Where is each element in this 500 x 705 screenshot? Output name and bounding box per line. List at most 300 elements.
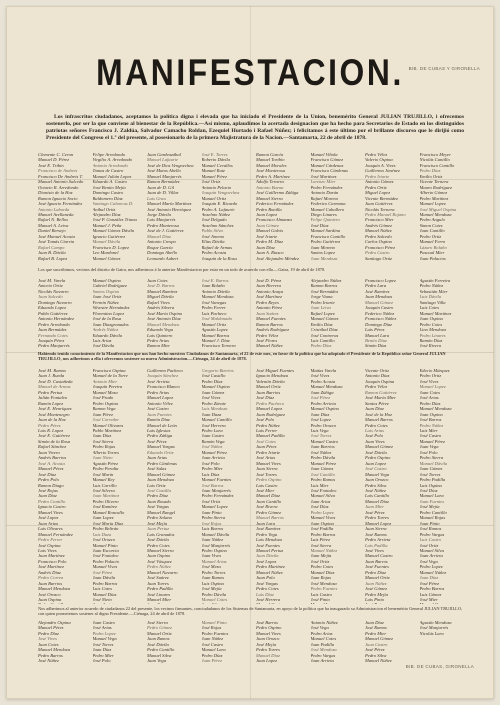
signatory-name: Pedro Lopez bbox=[419, 564, 443, 570]
signatory-name: José Matos Abello bbox=[147, 168, 181, 174]
signatory-name: Nicolás Navarro bbox=[38, 288, 69, 294]
signatory-name: Juan Castro bbox=[201, 433, 224, 439]
signatory-name: José Manjarrés bbox=[201, 542, 231, 548]
signatory-name: Manuel Lopez bbox=[147, 395, 174, 401]
signatory-name: Manuel Olivares bbox=[92, 422, 124, 428]
signatory-name: Pedro A. Martínez bbox=[256, 173, 290, 179]
signatory-name: Manuel Ortiz bbox=[201, 195, 227, 201]
signatory-name: Manuel Lara bbox=[201, 647, 226, 653]
signatory-name: Antonio Núñez bbox=[310, 620, 338, 625]
signatory-name: José Montenegro bbox=[38, 411, 70, 417]
signatory-name: Ramon Barros bbox=[256, 321, 283, 327]
signatory-name: Luis Díaz bbox=[256, 591, 274, 597]
signatory-name: Manuel Pertuz bbox=[256, 547, 284, 553]
signatory-name: Pedro Ortiz bbox=[419, 233, 442, 239]
signatory-name: Florentino Lopez bbox=[92, 310, 125, 316]
signature-column bbox=[147, 368, 200, 604]
signatory-name: Francisco D. Lopez bbox=[92, 244, 129, 250]
signatory-name: José Herrera bbox=[201, 422, 226, 428]
signatory-name: Cristóbal Díaz bbox=[310, 327, 338, 333]
signatory-name: Manuel Lara bbox=[365, 332, 390, 338]
signatory-name: Gabriel Rodríguez bbox=[92, 283, 127, 289]
signatory-name: Domingo Díaz bbox=[365, 321, 392, 327]
signatory-name: Gregorio Barrios bbox=[201, 368, 234, 373]
signatory-name: Pedro Palacio bbox=[92, 558, 119, 564]
signatory-name: Francisco Gómez bbox=[310, 157, 344, 163]
signatory-name: Rafael Lopez bbox=[310, 310, 335, 316]
signatory-name: Luis Castro bbox=[310, 591, 332, 597]
signatory-name: Joaquín Pérez bbox=[38, 337, 65, 343]
signatory-name: José Pérez bbox=[365, 509, 385, 515]
page-title: MANIFESTACION. bbox=[96, 52, 404, 93]
signatory-name: Julián Fontalvo bbox=[38, 395, 68, 401]
signatory-name: José María Díaz bbox=[92, 520, 124, 526]
signatory-name: José Fuentes bbox=[365, 564, 389, 570]
signatory-name: José Dávila bbox=[365, 449, 387, 455]
signatory-name: Pedro Cotes bbox=[256, 586, 279, 592]
signatory-name: Vicente Ternera bbox=[419, 179, 449, 185]
signatory-name: Agustín Ferreira bbox=[419, 278, 451, 283]
signatory-name: José Manuel Acosta bbox=[38, 233, 75, 239]
signatory-name: Manuel Ortiz bbox=[256, 384, 281, 390]
signatory-name: Luis Cantillo bbox=[310, 337, 335, 343]
signatory-name: Francisco Lopez bbox=[365, 278, 396, 283]
signatory-name: Francisco Pérez bbox=[365, 244, 396, 250]
signatory-name: José Ospina bbox=[38, 542, 61, 548]
signatory-name: Joaquín Ospina bbox=[365, 378, 395, 384]
signatory-name: Pedro Reyes bbox=[256, 299, 279, 305]
signatory-name: Pablo Silva bbox=[201, 228, 223, 234]
signatory-name: Francisco Almanza bbox=[256, 217, 292, 223]
signatory-name bbox=[38, 602, 91, 604]
signatory-name: Juan Mendoza bbox=[365, 294, 392, 300]
signatory-name: Juan Mier bbox=[365, 504, 385, 510]
signatory-name: Felipe Quintero bbox=[310, 217, 340, 223]
signatory-name: Juan de D. Villar bbox=[147, 190, 179, 196]
signatory-name: Pedro Barros bbox=[92, 580, 118, 586]
signatory-name: José Lopez bbox=[310, 417, 331, 423]
signatory-name: Manuel Castro bbox=[365, 553, 393, 559]
signatory-name: Federico Núñez bbox=[365, 310, 395, 316]
signatory-name: José de Dios Vengoechea bbox=[147, 162, 194, 168]
signatory-name: Alberto Torres bbox=[92, 449, 120, 455]
signatory-name: Ignacio Gutiérrez bbox=[92, 233, 126, 239]
signatory-name: Manuel Martínez bbox=[419, 310, 452, 316]
signatory-name: Manuel Pérez bbox=[201, 173, 227, 179]
signatory-name: Manuel Mier bbox=[147, 597, 172, 603]
signatory-name: Rafael de Armas bbox=[201, 244, 233, 250]
signatory-name: Pedro Correa bbox=[38, 575, 64, 581]
signatory-name: Manuel Sardina bbox=[310, 228, 341, 234]
signatory-name: José Suárez bbox=[147, 575, 169, 581]
signatory-name: Manuel Vargas bbox=[147, 444, 175, 450]
signatory-name: José Martínez bbox=[38, 564, 64, 570]
signatory-name: José Vásquez bbox=[147, 558, 172, 564]
signatory-name: Pedro Gómez bbox=[147, 625, 172, 631]
signatory-name: Joaquín Castro bbox=[365, 305, 394, 311]
signatory-name: José Miguel Ospina bbox=[419, 206, 457, 212]
signatory-name: José Mejía bbox=[147, 520, 168, 526]
signatory-name: José Vives bbox=[419, 378, 439, 384]
signatory-name: Pedro Rojas bbox=[92, 444, 116, 450]
signatory-name: Pedro Barros bbox=[310, 531, 336, 537]
signatory-name: Manuel Vega bbox=[365, 471, 390, 477]
signatory-name: Pedro Gutiérrez bbox=[310, 239, 341, 245]
signatory-name: Manuel Ferro bbox=[419, 239, 446, 245]
signatory-name: José Ortiz bbox=[201, 498, 221, 504]
signature-column bbox=[93, 368, 146, 604]
signatory-name: Juan Gutiérrez bbox=[365, 201, 393, 207]
signatory-name: Juan Núñez bbox=[201, 537, 224, 543]
signatory-name: Juan Pérez bbox=[92, 411, 113, 417]
signatory-name: Juan Moreno bbox=[310, 244, 335, 250]
signatory-name: José P. González Triana bbox=[92, 217, 137, 223]
signatory-name: Pedro Dávila bbox=[201, 591, 227, 597]
signatory-name: Juan Salcedo bbox=[38, 294, 63, 300]
signatory-name: José Ramos bbox=[365, 531, 387, 537]
signatory-name: Juan Ramos bbox=[201, 575, 225, 581]
signatory-name: Luis Castro bbox=[419, 537, 441, 543]
signatory-name: Ramón Lopez bbox=[38, 400, 64, 406]
signatory-name: Juan Ospino bbox=[147, 553, 171, 559]
signatory-name: Juan Castro bbox=[92, 620, 115, 625]
signatory-name: Manuel Rangel bbox=[147, 509, 176, 515]
signatory-name: Juan Ospina bbox=[38, 597, 62, 603]
signatory-name: José Torres bbox=[419, 471, 441, 477]
signatory-name: Manuel Cotes bbox=[310, 636, 337, 642]
signatory-name: Francisco Cantillo bbox=[419, 162, 455, 168]
signatory-name: José Pérez bbox=[310, 395, 331, 401]
signatory-name: Francisco Cárdenas bbox=[310, 168, 348, 174]
signature-column bbox=[420, 152, 473, 262]
signatory-name: Juan Barros bbox=[365, 558, 388, 564]
signatory-name: Pedro Vega bbox=[256, 531, 278, 537]
signatory-name: José Barros bbox=[419, 417, 442, 423]
signatory-name: José Herrera bbox=[256, 597, 281, 603]
signatory-name: Manuel Lopez bbox=[365, 520, 392, 526]
signatory-name: Andrés Silvera bbox=[147, 305, 175, 311]
signatory-name: José Arias bbox=[92, 625, 112, 631]
signatory-name: Pedro Ortiz bbox=[365, 184, 387, 190]
signatory-name: José Miguel Fuentes bbox=[256, 368, 295, 373]
signatory-name: Luis R. Lopez bbox=[38, 427, 64, 433]
signatory-name: Luis Ospina bbox=[201, 580, 224, 586]
signatory-name: José de J. Gutiérrez bbox=[147, 228, 184, 234]
signatory-name: Juan Vega bbox=[419, 444, 439, 450]
signatory-name: Lázaro Bolaño bbox=[419, 244, 447, 250]
signatory-name: José A. Acosta bbox=[38, 460, 65, 466]
signatory-name: Juan Díaz bbox=[310, 411, 330, 417]
signatory-name: Antonio Díaz bbox=[365, 373, 390, 379]
signatory-name: José Antonio Díaz bbox=[147, 316, 181, 322]
signatory-name: Pedro Arias bbox=[147, 389, 170, 395]
signatory-name: José Polo bbox=[92, 658, 111, 664]
signatory-name: Andrés Gómez bbox=[365, 222, 392, 228]
signatory-name: Alejandro Núñez bbox=[310, 278, 342, 283]
signatory-name: Juan Fuentes bbox=[147, 411, 172, 417]
signatory-name: Manuel Avellaneda bbox=[38, 211, 74, 217]
signatory-name: Juan Pertuz bbox=[147, 526, 170, 532]
signatory-name: Manuel Cantillo bbox=[201, 417, 232, 423]
signatory-name: José Rojas bbox=[201, 520, 222, 526]
signatory-name: Simon Cotes bbox=[419, 222, 443, 228]
signatory-name: Manuel Gómez bbox=[92, 255, 121, 261]
signatory-name: Luis Pérez bbox=[365, 327, 385, 333]
signatory-name: Joaquín E. Ricardo bbox=[201, 201, 238, 207]
signatory-name bbox=[202, 602, 255, 604]
signatory-name: Juan Mendoza bbox=[147, 477, 174, 483]
signatory-name: Rafael Vives bbox=[147, 299, 170, 305]
signatory-name: Juan Ospino bbox=[419, 411, 443, 417]
signatory-name: Juan Cotes bbox=[38, 641, 59, 647]
signatory-name: Manuel Gómez bbox=[365, 444, 393, 450]
signatory-name: Pedro Ospino bbox=[256, 477, 282, 483]
signature-column bbox=[147, 278, 200, 350]
signatory-name: José Vega bbox=[310, 625, 329, 631]
signatory-name: Pedro Mier bbox=[92, 652, 114, 658]
signatory-name: Juan Ariza bbox=[38, 520, 58, 526]
signatory-name: Juan Cantillo bbox=[419, 228, 445, 234]
signatory-name: Manuel Gómez bbox=[365, 636, 393, 642]
signatory-name: Manuel Manjarrés bbox=[147, 173, 182, 179]
signatory-name: Manuel Viñola bbox=[310, 152, 338, 157]
signatory-name: Sebastián Mier bbox=[419, 288, 448, 294]
signatory-name: Manuel Díaz bbox=[92, 591, 117, 597]
signatory-name: José Mejía bbox=[201, 586, 222, 592]
signatory-name: Juan A. Riasco bbox=[256, 250, 284, 256]
signatory-name: Manuel Ruiz bbox=[201, 168, 225, 174]
signatory-name: Luis Carrillo bbox=[92, 482, 117, 488]
signatory-name: Juan Lopez bbox=[256, 658, 278, 664]
signatory-name: Juan J. Rueda bbox=[38, 373, 65, 379]
signatory-name: Pedro Sierra bbox=[201, 515, 226, 521]
signatory-name: Lino Mendoza bbox=[419, 327, 446, 333]
signatory-name: Manuel Gómez bbox=[147, 471, 175, 477]
signature-column bbox=[38, 620, 91, 670]
signatory-name: Juan Escorcia bbox=[92, 547, 119, 553]
signatory-name: José Díaz bbox=[310, 504, 329, 510]
signature-column bbox=[202, 152, 255, 262]
signatory-name: José Rojas bbox=[38, 487, 58, 493]
signatory-name: José Jimeno bbox=[201, 233, 225, 239]
signatory-name: Juan Ospina bbox=[419, 316, 443, 322]
signatory-name: José Arrieta bbox=[147, 378, 170, 384]
signatory-name: Juan Suárez bbox=[256, 310, 279, 316]
signatory-name: José Monterosa bbox=[256, 168, 286, 174]
signatory-name: Manuel Núñez bbox=[256, 569, 283, 575]
signatory-name: Manuel Gómez bbox=[365, 299, 393, 305]
signatory-name: Juan Lopez bbox=[256, 211, 278, 217]
signatory-name: Ramón Díaz bbox=[419, 337, 443, 343]
signatory-name: Manuel Lafaurie bbox=[147, 157, 179, 163]
signatory-name: Luis Mendoza bbox=[256, 537, 282, 543]
signatory-name: Pedro Díaz bbox=[419, 400, 441, 406]
signatory-name: Simón de la Rosa bbox=[38, 438, 71, 444]
signatory-name: José Ramírez bbox=[365, 288, 390, 294]
signatory-name: Leonardo Aubert bbox=[147, 255, 179, 261]
signatory-name: Antonio Pelacio bbox=[201, 184, 232, 190]
signatory-name: Juan Arias bbox=[147, 455, 167, 461]
signatory-name: Agustín Mendoza bbox=[419, 620, 452, 625]
signatory-name: José María Ospino bbox=[147, 310, 183, 316]
signatory-name: José Lopez bbox=[256, 558, 277, 564]
signatory-name: José Núñez bbox=[38, 658, 59, 664]
signatory-name: Roberto Dávila bbox=[201, 157, 230, 163]
signatory-name: Manuel Barros bbox=[201, 332, 230, 338]
signatory-name: Silvestre Hernández bbox=[92, 305, 130, 311]
signatory-name: José Díaz bbox=[419, 487, 438, 493]
signatory-name: José Fuentes bbox=[256, 542, 280, 548]
signatory-name: José Mejía bbox=[419, 504, 440, 510]
signatory-name: José Vanegas bbox=[201, 299, 227, 305]
signatory-name: Francisco Núñez bbox=[365, 316, 397, 322]
signatory-name: José Orozco bbox=[38, 591, 61, 597]
signatory-name: José María Mier bbox=[365, 395, 396, 401]
signatory-name: José Maldonado bbox=[201, 316, 232, 322]
signatory-name: Juan Martínez bbox=[92, 493, 120, 499]
signatory-name: Rafael B. Lopez bbox=[38, 255, 68, 261]
signatory-name: Manuel Sierra bbox=[256, 195, 283, 201]
signatory-name: Juan Zúñiga bbox=[310, 389, 334, 395]
signatory-name: Pedro Arredondo bbox=[38, 321, 70, 327]
signatory-name: Juan Arrieta bbox=[419, 553, 443, 559]
signatory-name: Pedro Silva bbox=[365, 482, 387, 488]
signatory-name: Luis Ortiz bbox=[147, 482, 166, 488]
signatory-name: José Meza bbox=[201, 564, 221, 570]
signatory-name: Jorge Viana bbox=[310, 294, 333, 300]
signatory-name: Santiago Cabarcas D. bbox=[92, 201, 134, 207]
signatory-name: Manuel Núñez bbox=[365, 658, 392, 664]
signatory-name: Manuel Núñez bbox=[256, 343, 283, 349]
signatory-name: Pedro Núñez bbox=[419, 422, 444, 428]
signatory-name: Manuel Vives bbox=[310, 515, 336, 521]
signatory-name: Pedro Ortiz bbox=[419, 373, 442, 379]
signatory-name: Pedro Cantillo bbox=[38, 498, 66, 504]
signatory-name: José Vives bbox=[38, 636, 57, 642]
signatures-santamarta bbox=[38, 152, 472, 262]
signature-column bbox=[365, 620, 418, 670]
signatory-name: Juan Gómez bbox=[310, 466, 334, 472]
signatory-name: Luis Pérez bbox=[310, 537, 330, 543]
signatory-name: José Barros bbox=[256, 620, 278, 625]
signatory-name: Juan Vives bbox=[365, 438, 385, 444]
signatory-name: Pedro Zúñiga bbox=[147, 433, 173, 439]
signatory-name: José E. Henríquez bbox=[38, 406, 72, 412]
signatory-name: José D. Barros bbox=[147, 283, 175, 289]
signature-column bbox=[93, 152, 146, 262]
signatory-name: José Mendoza bbox=[310, 647, 337, 653]
signatory-name: José Dávila bbox=[147, 641, 169, 647]
signatory-name: Juan Rojas bbox=[310, 575, 332, 581]
signatory-name: Pedro Dávila bbox=[310, 455, 336, 461]
signature-column bbox=[420, 620, 473, 670]
signatory-name: Pedro Pertuz bbox=[38, 389, 63, 395]
signatory-name: José Alejandro Méndez bbox=[256, 255, 299, 261]
signatory-name: Luis Ferrer bbox=[256, 427, 278, 433]
signatory-name: Aníbal Ortiz bbox=[92, 206, 116, 212]
signatory-name: Adolfo Ternera bbox=[256, 179, 284, 185]
signatory-name: José Sierra bbox=[310, 542, 332, 548]
signatory-name: Juan Rosado bbox=[147, 498, 171, 504]
signatory-name: Fermín Núñez bbox=[92, 299, 119, 305]
cienaga-adhesion-text: Habiendo tenido conocimiento de la Manifestacion que nos han hecho nuestros Ciudadanos de Santamarta, el 22 de este mes, en favor de la politica que ha adoptado el Presidente de la República señor General JULIAN TRUJILLO, nos adherimos a ella i ofrecemos sostener su nueva Administracion.—Ciénaga, 24 de abril de 1878. bbox=[38, 351, 446, 362]
signatory-name: Manuel Vives bbox=[92, 564, 118, 570]
signatory-name: Manuel Caballero bbox=[310, 206, 345, 212]
signatory-name: Juan Díaz bbox=[365, 406, 384, 412]
signatory-name: Juan Cotes bbox=[147, 278, 168, 283]
signatory-name: Rafael N. Bellos bbox=[38, 217, 68, 223]
signature-column bbox=[311, 368, 364, 604]
signatory-name: Santos Lopez bbox=[310, 250, 335, 256]
signatory-name: Francisco Cantillo bbox=[310, 233, 346, 239]
signatory-name: Pedro Ospino bbox=[256, 625, 282, 631]
signatory-name: Domingo Navarro bbox=[38, 299, 72, 305]
signatory-name: Pedro Bonilla bbox=[256, 206, 282, 212]
signatory-name: Antonio Vélez bbox=[147, 400, 173, 406]
signatory-name: Manuel Gómez bbox=[310, 316, 339, 322]
signatory-name: Luis Vives bbox=[38, 547, 57, 553]
signatory-name: Manuel Antonio Salcedo bbox=[38, 179, 84, 185]
signatory-name: Luis Barros bbox=[201, 526, 224, 532]
signatory-name: Santos Ospino bbox=[92, 288, 120, 294]
signatory-name: Antonio Arredondo bbox=[92, 162, 128, 168]
signatory-name: José Iriarte bbox=[256, 233, 278, 239]
signatory-name: José de la Rosa bbox=[92, 316, 122, 322]
signatory-name: Pedro Arrieta bbox=[365, 537, 391, 543]
signatory-name: Pedro Salcedo bbox=[365, 233, 392, 239]
signatory-name: Francisco Meyer bbox=[419, 152, 452, 157]
signatory-name: Agustín Lopez bbox=[201, 327, 228, 333]
signatory-name: Luis Cotes bbox=[92, 586, 113, 592]
signatory-name: José Bermúdez bbox=[310, 288, 339, 294]
signature-column bbox=[311, 152, 364, 262]
signatory-name: José Torres bbox=[92, 641, 114, 647]
signatory-name: Luis Castro bbox=[256, 482, 278, 488]
signatory-name: José Sierra bbox=[147, 620, 168, 625]
signatory-name: Juan Ospina bbox=[310, 520, 334, 526]
signatory-name: Luis Dávila bbox=[419, 294, 442, 300]
signatory-name: Manuel Díaz bbox=[147, 233, 171, 239]
signatory-name: Manuel Fuentes bbox=[201, 477, 232, 483]
signatory-name: Alberto Gómez bbox=[419, 190, 448, 196]
signatory-name: Pedro Ospino bbox=[365, 455, 391, 461]
signatory-name: José Cantillo bbox=[310, 471, 335, 477]
signatory-name: Manuel Mendoza bbox=[201, 294, 234, 300]
signatory-name: Manuel Cevallos bbox=[201, 162, 233, 168]
signatory-name: Juan Pinto bbox=[419, 520, 440, 526]
signatory-name: Ramon Mier bbox=[147, 343, 171, 349]
signatory-name: José Padilla bbox=[310, 526, 334, 532]
signatory-name: Pedro Cotes bbox=[419, 321, 443, 327]
signatory-name: Pedro Vargas bbox=[310, 652, 336, 658]
signatory-name: José Ramírez bbox=[92, 504, 117, 510]
signatory-name bbox=[93, 602, 146, 604]
signatory-name: Agustín Pérez bbox=[92, 460, 118, 466]
signatory-name: Ramon Diago bbox=[38, 482, 64, 488]
signatory-name: Luis Grau bbox=[147, 195, 166, 201]
signatory-name: Manuel Roncallo bbox=[92, 509, 125, 515]
signatory-name bbox=[311, 602, 364, 604]
signatory-name: José Rivera bbox=[419, 343, 442, 349]
signatory-name: Manuel A. Leiva bbox=[38, 222, 69, 228]
signatory-name: Juan Vivero bbox=[38, 449, 60, 455]
signatory-name: Pedro Barros bbox=[38, 652, 63, 658]
signatory-name: Pedro Fuentes bbox=[310, 586, 338, 592]
signatory-name: Manuel Silva bbox=[147, 652, 172, 658]
library-stamp-top: BIB. DE CUBAS Y GIRONELLA bbox=[408, 66, 480, 71]
signatory-name: Anselmo Núñez bbox=[201, 211, 230, 217]
signatory-name: José Salas bbox=[147, 466, 167, 472]
